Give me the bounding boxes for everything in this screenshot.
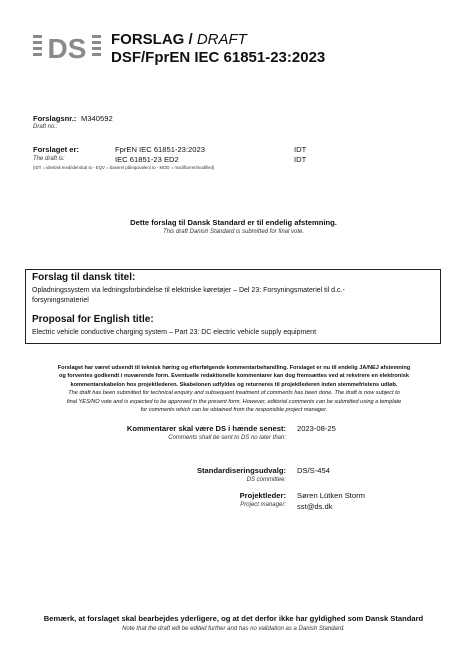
proposal-of-rel1: IDT (294, 145, 307, 154)
logo-text: DS (47, 33, 87, 62)
en-title-heading: Proposal for English title: (32, 314, 154, 325)
notice-en-1: The draft has been submitted for technical enquiry and subsequent treatment of comments has been done. The draft is now subject to (68, 390, 400, 397)
project-leader-sublabel: Project manager: (240, 502, 286, 508)
committee-label: Standardiseringsudvalg: (196, 466, 286, 475)
title-box (25, 269, 441, 344)
heading-forslag: FORSLAG / (111, 31, 193, 48)
notice-da-3: kommentarskabelon hos projektlederen. Skabelonen udfyldes og returneres til projektlederen inden stemmefristens udløb. (70, 381, 398, 388)
doc-heading (111, 31, 247, 48)
notice-da-1: Forslaget har været udsendt til teknisk høring og efterfølgende kommentarbehandling. Forslaget er nu til endelig JA/NEJ afstemning (57, 365, 411, 371)
project-leader-email[interactable]: sst@ds.dk (297, 502, 333, 511)
proposal-of-rel2: IDT (294, 155, 307, 164)
deadline-value: 2023-08-25 (297, 424, 336, 433)
relation-legend: (IDT = identisk med/identical to - EQV = baseret på/equivalent to - MOD = modificeret/modified) (33, 165, 215, 170)
proposal-of-value2: IEC 61851-23 ED2 (115, 155, 179, 164)
footer-en: Note that the draft will be edited further and has no validation as a Danish Standard. (122, 626, 345, 632)
notice-block (30, 364, 438, 414)
deadline-sublabel: Comments shall be sent to DS no later than: (168, 435, 286, 441)
footer-da: Bemærk, at forslaget skal bearbejdes yderligere, og at det derfor ikke har gyldighed som Dansk Standard (43, 614, 424, 623)
project-leader-name: Søren Lütken Storm (297, 491, 365, 500)
notice-en-3: for comments which can be obtained from the responsible project manager. (140, 407, 328, 414)
final-vote-en: This draft Danish Standard is submitted for final vote. (162, 229, 305, 235)
notice-en-2: final YES/NO vote and is expected to be approved in the present form. However, editorial comments can be submitted using a template (66, 398, 402, 405)
da-title-line2: forsyningsmateriel (32, 297, 89, 304)
proposal-no-value: M340592 (81, 114, 113, 123)
logo-stripes-right (92, 35, 101, 56)
da-title-line1: Opladningssystem via ledningsforbindelse til elektriske køretøjer – Del 23: Forsyningsmateriel til d.c.- (32, 287, 345, 294)
ds-logo (33, 32, 101, 62)
standard-number: DSF/FprEN IEC 61851-23:2023 (111, 49, 326, 66)
en-title: Electric vehicle conductive charging system – Part 23: DC electric vehicle supply equipment (32, 329, 317, 336)
deadline-label: Kommentarer skal være DS i hænde senest: (126, 424, 286, 433)
project-leader-label: Projektleder: (239, 491, 286, 500)
committee-value: DS/S-454 (297, 466, 330, 475)
notice-da-2: og forventes godkendt i nuværende form. Eventuelle redaktionelle kommentarer kan dog fremsættes ved at rekvirere en elektronisk (58, 373, 410, 380)
committee-sublabel: DS committee: (246, 477, 286, 483)
proposal-of-value1: FprEN IEC 61851-23:2023 (115, 145, 205, 154)
da-title-heading: Forslag til dansk titel: (32, 272, 136, 283)
proposal-no-sublabel: Draft no.: (33, 124, 58, 130)
proposal-of-sublabel: The draft is: (33, 156, 65, 162)
proposal-no-label: Forslagsnr.: (33, 114, 77, 123)
final-vote-da: Dette forslag til Dansk Standard er til endelig afstemning. (130, 218, 337, 227)
logo-stripes-left (33, 35, 42, 56)
heading-draft: DRAFT (196, 31, 247, 48)
proposal-of-label: Forslaget er: (33, 145, 79, 154)
